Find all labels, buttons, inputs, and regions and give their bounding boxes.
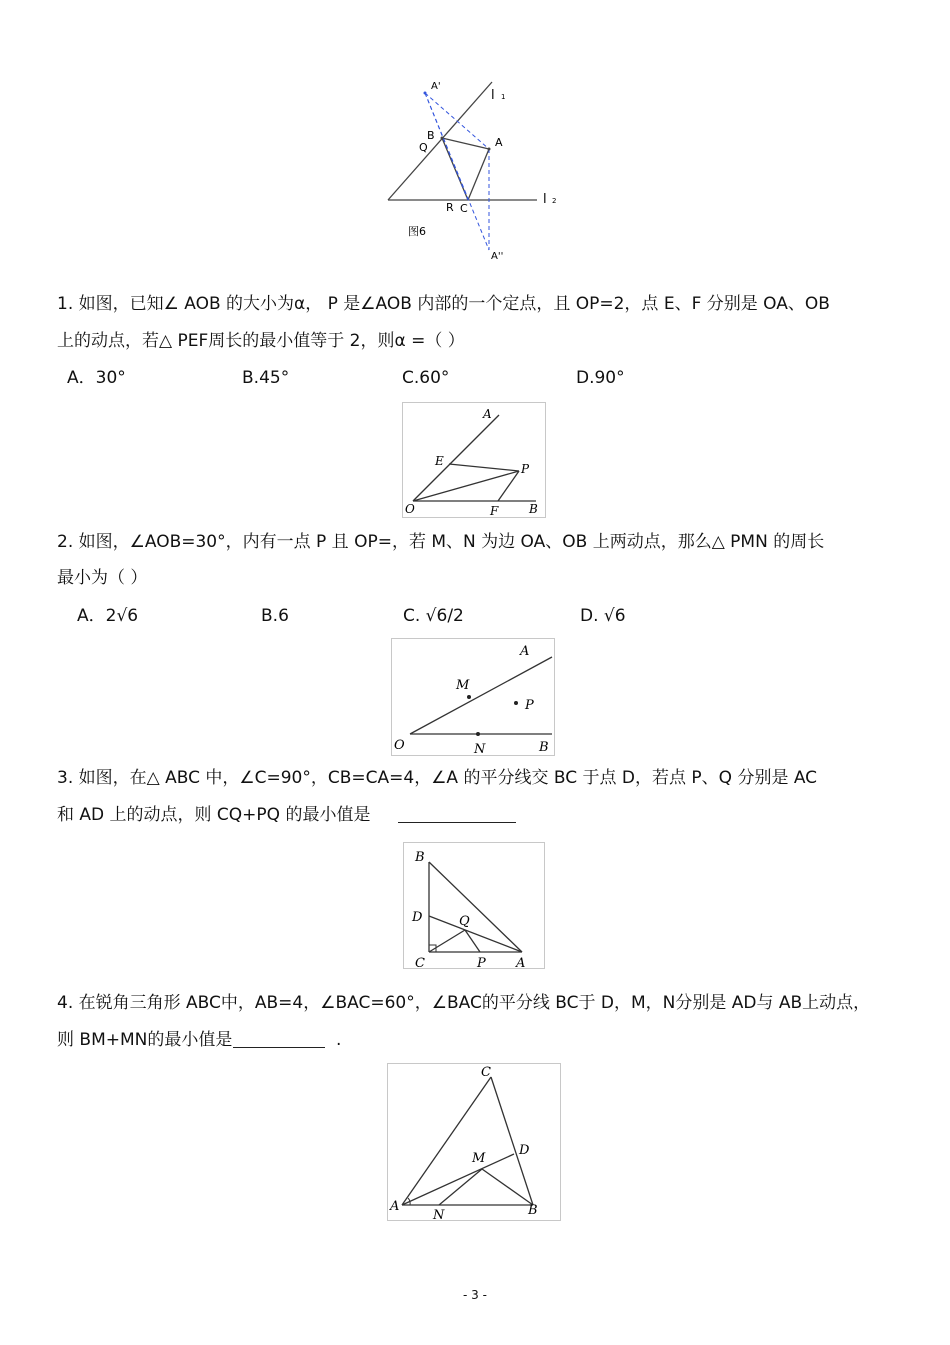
q3-answer-blank bbox=[398, 822, 516, 823]
label-r: R bbox=[446, 201, 454, 214]
q2-option-b: B.6 bbox=[261, 606, 289, 626]
q1-option-a: A．30° bbox=[67, 368, 126, 388]
q1-option-c: C.60° bbox=[402, 368, 450, 388]
label-c: C bbox=[460, 202, 468, 215]
figure-6 bbox=[380, 75, 570, 265]
q2-option-c: C. √6/2 bbox=[403, 606, 464, 626]
label-m: M bbox=[472, 1151, 486, 1166]
label-b: B bbox=[539, 740, 549, 755]
label-a-double: A'' bbox=[491, 251, 504, 262]
q1-option-d: D.90° bbox=[576, 368, 625, 388]
label-q: Q bbox=[459, 914, 470, 929]
label-d: D bbox=[519, 1143, 530, 1158]
label-n: N bbox=[474, 742, 486, 755]
q3-figure bbox=[403, 842, 545, 969]
q2-option-d: D. √6 bbox=[580, 606, 626, 626]
label-q: Q bbox=[419, 141, 428, 154]
q4-figure bbox=[387, 1063, 561, 1221]
label-f: F bbox=[490, 504, 499, 517]
label-a-prime: A' bbox=[431, 81, 441, 92]
label-l1-sub: 1 bbox=[501, 93, 506, 101]
q1-option-b: B.45° bbox=[242, 368, 290, 388]
q4-line1: 4. 在锐角三角形 ABC中，AB=4，∠BAC=60°，∠BAC的平分线 BC于 D，M，N分别是 AD与 AB上动点， bbox=[57, 993, 871, 1013]
label-a: A bbox=[390, 1199, 400, 1214]
q1-line2: 上的动点，若△ PEF周长的最小值等于 2，则α =（ ） bbox=[57, 331, 465, 351]
label-l1: l bbox=[491, 88, 495, 103]
label-l2: l bbox=[543, 192, 547, 207]
label-n: N bbox=[433, 1208, 445, 1220]
label-o: O bbox=[405, 502, 415, 516]
label-d: D bbox=[412, 910, 423, 925]
figure-caption: 图6 bbox=[408, 225, 426, 238]
label-p: P bbox=[477, 956, 486, 968]
label-a: A bbox=[495, 136, 503, 149]
q1-figure bbox=[402, 402, 546, 518]
label-a: A bbox=[516, 956, 526, 968]
q1-line1: 1. 如图，已知∠ AOB 的大小为α， P 是∠AOB 内部的一个定点，且 OP=2，点 E、F 分别是 OA、OB bbox=[57, 294, 830, 314]
q4-answer-blank bbox=[233, 1047, 325, 1048]
q3-line1: 3. 如图，在△ ABC 中，∠C=90°，CB=CA=4，∠A 的平分线交 BC 于点 D，若点 P、Q 分别是 AC bbox=[57, 768, 818, 788]
q4-line2: 则 BM+MN的最小值是 bbox=[57, 1030, 233, 1050]
label-b: B bbox=[529, 502, 538, 516]
label-b: B bbox=[528, 1203, 538, 1218]
q3-line2: 和 AD 上的动点，则 CQ+PQ 的最小值是 bbox=[57, 805, 371, 825]
label-l2-sub: 2 bbox=[552, 197, 557, 205]
label-a: A bbox=[483, 407, 492, 421]
q2-figure bbox=[391, 638, 555, 756]
label-p: P bbox=[521, 462, 530, 476]
label-p: P bbox=[525, 698, 534, 713]
label-m: M bbox=[456, 678, 470, 693]
page-number: - 3 - bbox=[463, 1288, 487, 1302]
label-c: C bbox=[415, 956, 425, 968]
q2-line2: 最小为（ ） bbox=[57, 568, 148, 588]
q2-option-a: A．2√6 bbox=[77, 606, 139, 626]
label-a: A bbox=[520, 644, 530, 659]
q2-line1: 2. 如图，∠AOB=30°，内有一点 P 且 OP=，若 M、N 为边 OA、OB 上两动点，那么△ PMN 的周长 bbox=[57, 532, 825, 552]
label-b: B bbox=[415, 850, 425, 865]
label-b: B bbox=[427, 129, 435, 142]
label-o: O bbox=[394, 738, 405, 753]
q4-line2-end: . bbox=[336, 1030, 342, 1050]
label-e: E bbox=[435, 454, 444, 468]
label-c: C bbox=[481, 1065, 491, 1080]
